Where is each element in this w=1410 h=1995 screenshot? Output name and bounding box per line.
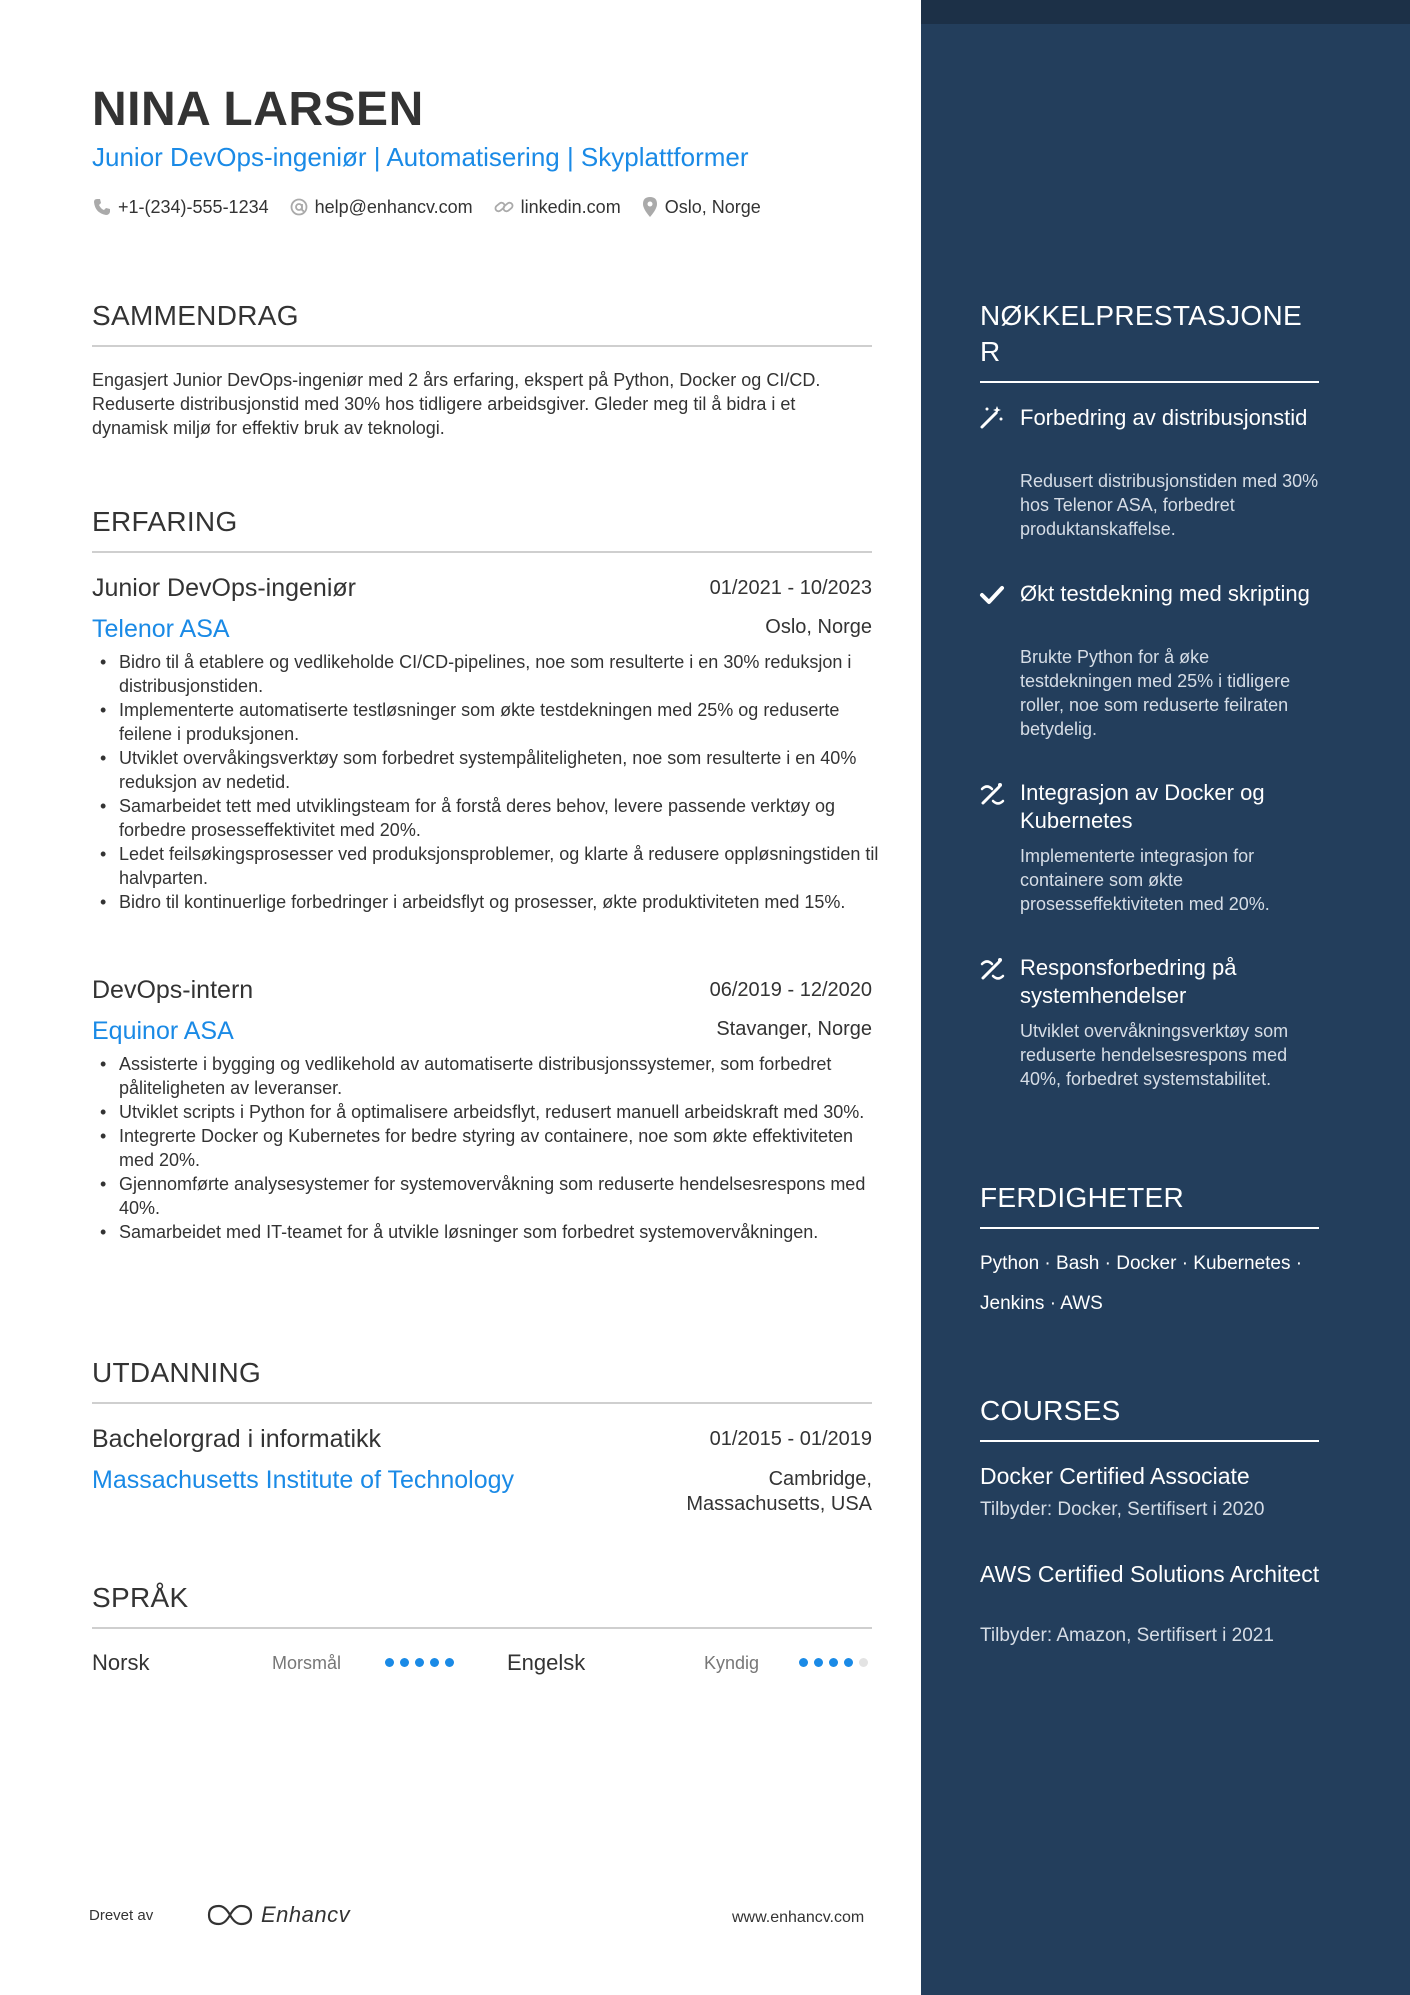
job-bullets (92, 650, 882, 914)
contact-linkedin[interactable] (493, 197, 621, 218)
courses-divider (980, 1440, 1319, 1442)
job-title: Junior DevOps-ingeniør (92, 574, 356, 602)
job-bullet: • Utviklet scripts i Python for å optimalisere arbeidsflyt, redusert manuell arbeidskraft med 30%. (92, 1100, 882, 1124)
sidebar (921, 0, 1410, 1995)
rating-dot-filled (829, 1658, 838, 1667)
education-dates: 01/2015 - 01/2019 (709, 1428, 872, 1450)
footer-url[interactable]: www.enhancv.com (732, 1909, 865, 1926)
rating-dot-empty (859, 1658, 868, 1667)
skills-heading: FERDIGHETER (980, 1182, 1184, 1213)
enhancv-logo[interactable] (207, 1902, 350, 1928)
achievement-title: Forbedring av distribusjonstid (1020, 405, 1308, 430)
courses-heading: COURSES (980, 1395, 1121, 1426)
language-name: Norsk (92, 1650, 150, 1675)
job-bullet: • Samarbeidet med IT-teamet for å utvikle løsninger som forbedret systemovervåkningen. (92, 1220, 882, 1244)
language-rating (799, 1658, 874, 1667)
rating-dot-filled (385, 1658, 394, 1667)
experience-divider (92, 551, 872, 553)
candidate-headline: Junior DevOps-ingeniør | Automatisering | Skyplattformer (92, 142, 749, 172)
contact-email[interactable] (289, 197, 473, 218)
achievement-description: Redusert distribusjonstiden med 30% hos Telenor ASA, forbedret produktanskaffelse. (1020, 471, 1319, 539)
linkedin-text: linkedin.com (520, 196, 621, 217)
rating-dot-filled (430, 1658, 439, 1667)
job-location: Oslo, Norge (765, 616, 872, 638)
achievements-heading-line: R (980, 336, 1001, 367)
job-company: Telenor ASA (92, 615, 230, 643)
achievements-heading (980, 298, 1320, 370)
rating-dot-filled (814, 1658, 823, 1667)
language-name: Engelsk (507, 1650, 586, 1675)
job-company: Equinor ASA (92, 1017, 234, 1045)
school-name: Massachusetts Institute of Technology (92, 1466, 514, 1494)
email-text: help@enhancv.com (314, 196, 473, 217)
achievement-title: Responsforbedring på systemhendelser (1020, 955, 1237, 1008)
language-level: Morsmål (272, 1653, 342, 1673)
contact-location (641, 196, 761, 218)
job-bullet: • Assisterte i bygging og vedlikehold av automatiserte distribusjonssystemer, som forbedret påliteligheten av leveranser. (92, 1052, 882, 1100)
sidebar-top-bar (921, 0, 1410, 24)
job-bullet: • Ledet feilsøkingsprosesser ved produksjonsproblemer, og klarte å redusere oppløsningstiden til halvparten. (92, 842, 882, 890)
languages-divider (92, 1627, 872, 1629)
job-bullet: • Integrerte Docker og Kubernetes for bedre styring av containere, noe som økte effektiviteten med 20%. (92, 1124, 882, 1172)
course-description: Tilbyder: Amazon, Sertifisert i 2021 (980, 1625, 1274, 1646)
achievement-description: Implementerte integrasjon for containere som økte prosesseffektiviteten med 20%. (1020, 846, 1270, 914)
job-bullet: • Bidro til kontinuerlige forbedringer i arbeidsflyt og prosesser, økte produktiviteten med 15%. (92, 890, 882, 914)
experience-heading: ERFARING (92, 506, 238, 537)
education-heading: UTDANNING (92, 1357, 262, 1388)
summary-divider (92, 345, 872, 347)
achievement-title: Økt testdekning med skripting (1020, 581, 1310, 606)
enhancv-brand-text: Enhancv (261, 1902, 351, 1927)
school-location (686, 1467, 872, 1517)
enhancv-logo-icon (207, 1902, 253, 1928)
rating-dot-filled (415, 1658, 424, 1667)
languages-heading: SPRÅK (92, 1582, 189, 1613)
job-title: DevOps-intern (92, 976, 254, 1004)
magic-wand-icon (979, 404, 1005, 430)
course-title: AWS Certified Solutions Architect (980, 1561, 1320, 1587)
job-bullet: • Utviklet overvåkingsverktøy som forbedret systempåliteligheten, noe som resulterte i en 40% reduksjon av nedetid. (92, 746, 882, 794)
achievements-divider (980, 381, 1319, 383)
skills-list (980, 1244, 1320, 1324)
language-rating (385, 1658, 460, 1667)
job-dates: 06/2019 - 12/2020 (709, 979, 872, 1001)
rating-dot-filled (445, 1658, 454, 1667)
location-text: Oslo, Norge (664, 196, 761, 217)
job-bullet: • Gjennomførte analysesystemer for systemovervåkning som reduserte hendelsesrespons med 40%. (92, 1172, 882, 1220)
achievements-heading-line: NØKKELPRESTASJONE (980, 300, 1303, 331)
language-level: Kyndig (704, 1653, 760, 1673)
education-divider (92, 1402, 872, 1404)
job-dates: 01/2021 - 10/2023 (709, 577, 872, 599)
course-description: Tilbyder: Docker, Sertifisert i 2020 (980, 1499, 1265, 1520)
phone-text: +1-(234)-555-1234 (118, 196, 269, 217)
at-icon (289, 197, 309, 217)
skills-line: Jenkins · AWS (980, 1293, 1103, 1314)
link-icon (493, 197, 515, 217)
skills-line: Python · Bash · Docker · Kubernetes · (980, 1253, 1303, 1274)
job-bullet: • Implementerte automatiserte testløsninger som økte testdekningen med 25% og reduserte feilene i produksjonen. (92, 698, 882, 746)
rating-dot-filled (844, 1658, 853, 1667)
achievement-title: Integrasjon av Docker og Kubernetes (1020, 780, 1265, 833)
school-location-line: Cambridge, (768, 1468, 872, 1490)
job-bullet: • Bidro til å etablere og vedlikeholde CI/CD-pipelines, noe som resulterte i en 30% reduksjon i distribusjonstiden. (92, 650, 882, 698)
rating-dot-filled (400, 1658, 409, 1667)
course-title: Docker Certified Associate (980, 1463, 1250, 1489)
contact-bar (92, 196, 781, 218)
job-location: Stavanger, Norge (716, 1018, 872, 1040)
skills-divider (980, 1227, 1319, 1229)
integration-icon (979, 956, 1005, 982)
job-bullet: • Samarbeidet tett med utviklingsteam for å forstå deres behov, levere passende verktøy og forbedre prosesseffektivitet med 20%. (92, 794, 882, 842)
rating-dot-filled (799, 1658, 808, 1667)
location-pin-icon (641, 196, 659, 218)
degree-title: Bachelorgrad i informatikk (92, 1425, 382, 1453)
summary-heading: SAMMENDRAG (92, 300, 299, 331)
powered-by-label: Drevet av (89, 1907, 154, 1924)
school-location-line: Massachusetts, USA (686, 1493, 872, 1515)
candidate-name: NINA LARSEN (92, 83, 424, 136)
checkmark-icon (979, 582, 1005, 608)
phone-icon (92, 197, 112, 217)
achievement-description: Utviklet overvåkningsverktøy som reduserte hendelsesrespons med 40%, forbedret systemstabilitet. (1020, 1021, 1289, 1089)
summary-text: Engasjert Junior DevOps-ingeniør med 2 års erfaring, ekspert på Python, Docker og CI/CD. Reduserte distribusjonstid med 30% hos tidligere arbeidsgiver. Gleder meg til å bidra i et dynamisk miljø for effektiv bruk av teknologi. (92, 370, 821, 438)
integration-icon (979, 781, 1005, 807)
achievement-description: Brukte Python for å øke testdekningen med 25% i tidligere roller, noe som reduserte feilraten betydelig. (1020, 647, 1291, 739)
contact-phone[interactable] (92, 197, 269, 218)
job-bullets (92, 1052, 882, 1244)
